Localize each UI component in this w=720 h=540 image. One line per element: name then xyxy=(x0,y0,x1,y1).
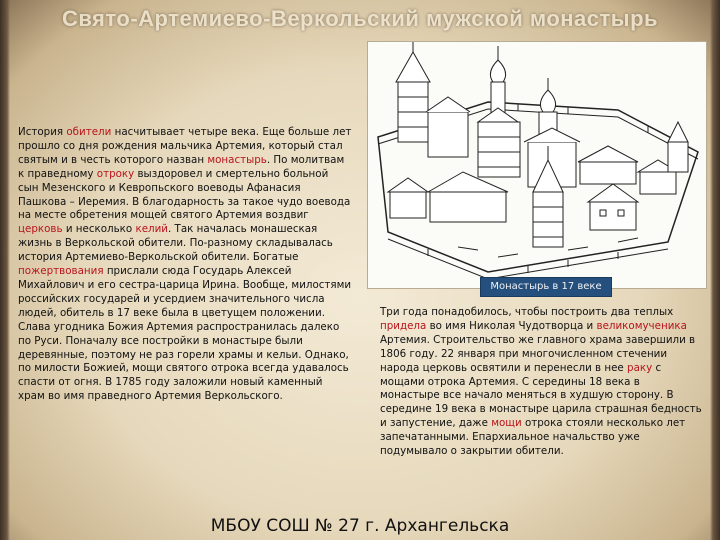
text-run: . По молитвам к праведному xyxy=(18,153,345,180)
highlight-word[interactable]: пожертвования xyxy=(18,265,104,278)
highlight-word[interactable]: келий xyxy=(135,223,169,236)
image-caption: Монастырь в 17 веке xyxy=(480,277,612,297)
text-run: Артемия. Строительство же главного храма завершили в 1806 году. 22 января при многочисленном стечении народа церковь освятили и перенесли в нее xyxy=(380,333,696,374)
highlight-word[interactable]: отроку xyxy=(96,167,135,180)
slide-title: Свято-Артемиево-Веркольский мужской монастырь xyxy=(61,6,659,31)
text-run: прислали сюда Государь Алексей Михайлович и его сестра-царица Ирина. Вообще, милостями российских государей и усердием значительного числа людей, обитель в 17 веке была в цветущем положении. Слава угодника Божия Артемия распространилась далеко по Руси. Поначалу все постройки в монастыре были деревянные, поэтому не раз горели храмы и кельи. Однако, по милости Божией, мощи святого отрока всегда удавалось спасти от огня. В 1785 году заложили новый каменный храм во имя праведного Артемия Веркольского. xyxy=(18,265,352,403)
text-run: и несколько xyxy=(62,223,136,236)
highlight-word[interactable]: раку xyxy=(627,361,653,374)
highlight-word[interactable]: церковь xyxy=(18,223,63,236)
footer-school-name: МБОУ СОШ № 27 г. Архангельска xyxy=(210,516,510,536)
monastery-drawing xyxy=(368,42,706,288)
right-text-block xyxy=(380,306,702,459)
highlight-word[interactable]: обители xyxy=(66,126,112,138)
highlight-word[interactable]: мощи xyxy=(491,417,522,430)
text-run: выздоровел и смертельно больной сын Мезенского и Кевропьского воеводы Афанасия Пашкова – Иеремия. В благодарность за такое чудо воевода на месте обретения мощей святого Артемия воздвиг xyxy=(18,167,351,222)
left-text-block xyxy=(18,126,352,404)
text-run: отрока стояли несколько лет запечатанными. Епархиальное начальство уже подумывало о закрытии обители. xyxy=(380,417,686,458)
text-run: насчитывает четыре века. Еще больше лет прошло со дня рождения мальчика Артемия, который стал святым и в честь которого назван xyxy=(18,126,352,166)
highlight-word[interactable]: монастырь xyxy=(207,153,267,166)
text-run: с мощами отрока Артемия. С середины 18 века в монастыре все начало меняться в худшую сторону. В середине 19 века в монастыре царила страшная бедность и запустение, даже xyxy=(380,361,702,430)
text-run: Три года понадобилось, чтобы построить два теплых xyxy=(380,306,674,318)
highlight-word[interactable]: придела xyxy=(380,319,427,332)
page-edge-right xyxy=(710,0,720,540)
text-run: . Так началась монашеская жизнь в Веркольской обители. По-разному складывалась история Артемиево-Веркольской обители. Богатые xyxy=(18,223,333,264)
text-run: во имя Николая Чудотворца и xyxy=(426,319,597,332)
monastery-illustration xyxy=(367,41,707,289)
highlight-word[interactable]: великомученика xyxy=(596,319,687,332)
page-edge-left xyxy=(0,0,10,540)
text-run: История xyxy=(18,126,67,138)
